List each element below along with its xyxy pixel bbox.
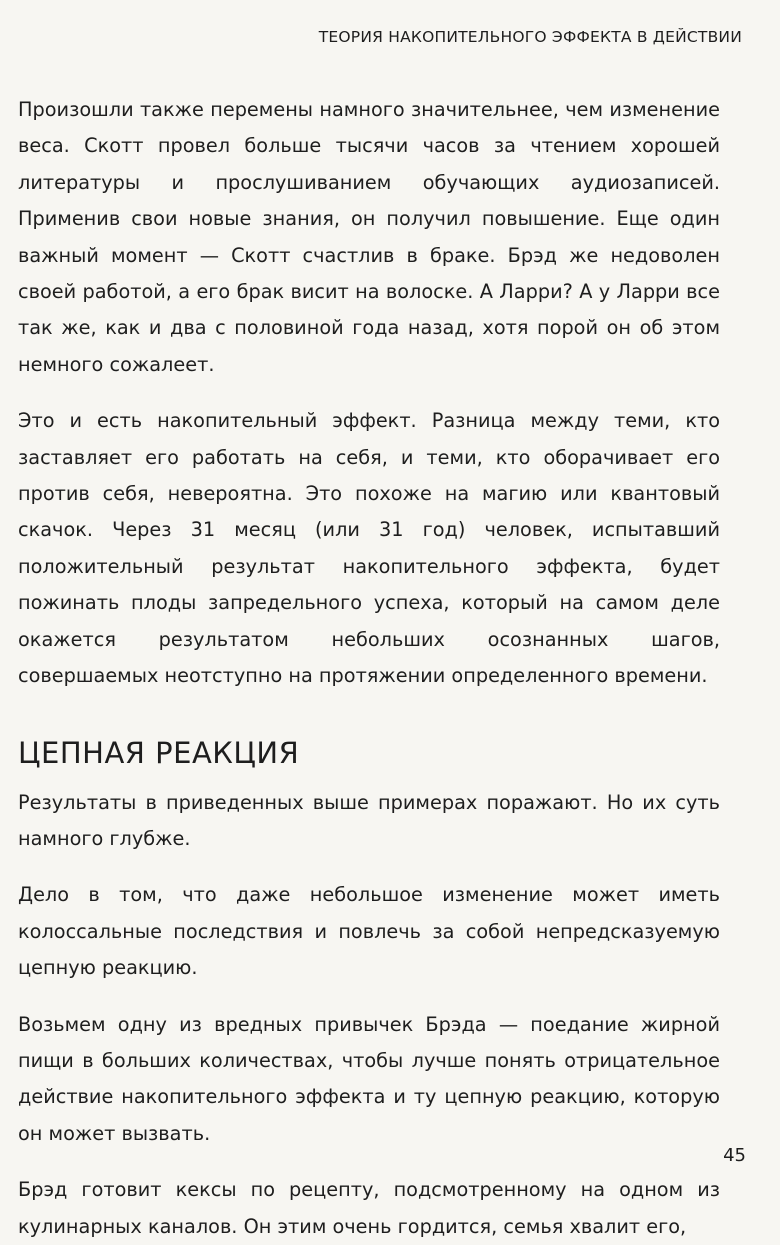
paragraph-5: Возьмем одну из вредных привычек Брэда — поедание жирной пищи в больших количествах, чтобы лучше понять отрицательное действие накопительного эффекта и ту цепную реакцию, которую он может вызвать. (18, 1012, 720, 1145)
page-body (18, 92, 720, 1245)
page-number: 45 (723, 1145, 746, 1166)
paragraph-4: Дело в том, что даже небольшое изменение может иметь колоссальные последствия и повлечь за собой непредсказуемую цепную реакцию. (18, 883, 720, 980)
paragraph-2: Это и есть накопительный эффект. Разница между теми, кто заставляет его работать на себя, и теми, кто оборачивает его против себя, невероятна. Это похоже на магию или квантовый скачок. Через 31 месяц (или 31 год) человек, испытавший положительный результат накопительного эффекта, будет пожинать плоды запредельного успеха, который на самом деле окажется результатом небольших осознанных шагов, совершаемых неотступно на протяжении определенного времени. (18, 409, 720, 688)
paragraph-6: Брэд готовит кексы по рецепту, подсмотренному на одном из кулинарных каналов. Он этим очень гордится, семья хвалит его, (18, 1178, 720, 1238)
paragraph-3: Результаты в приведенных выше примерах поражают. Но их суть намного глубже. (18, 790, 720, 850)
paragraph-1: Произошли также перемены намного значительнее, чем изменение веса. Скотт провел больше тысячи часов за чтением хорошей литературы и прослушиванием обучающих аудиозаписей. Применив свои новые знания, он получил повышение. Еще один важный момент — Скотт счастлив в браке. Брэд же недоволен своей работой, а его брак висит на волоске. А Ларри? А у Ларри все так же, как и два с половиной года назад, хотя порой он об этом немного сожалеет. (18, 98, 720, 376)
section-heading: ЦЕПНАЯ РЕАКЦИЯ (18, 735, 300, 770)
running-header: ТЕОРИЯ НАКОПИТЕЛЬНОГО ЭФФЕКТА В ДЕЙСТВИИ (318, 28, 742, 46)
